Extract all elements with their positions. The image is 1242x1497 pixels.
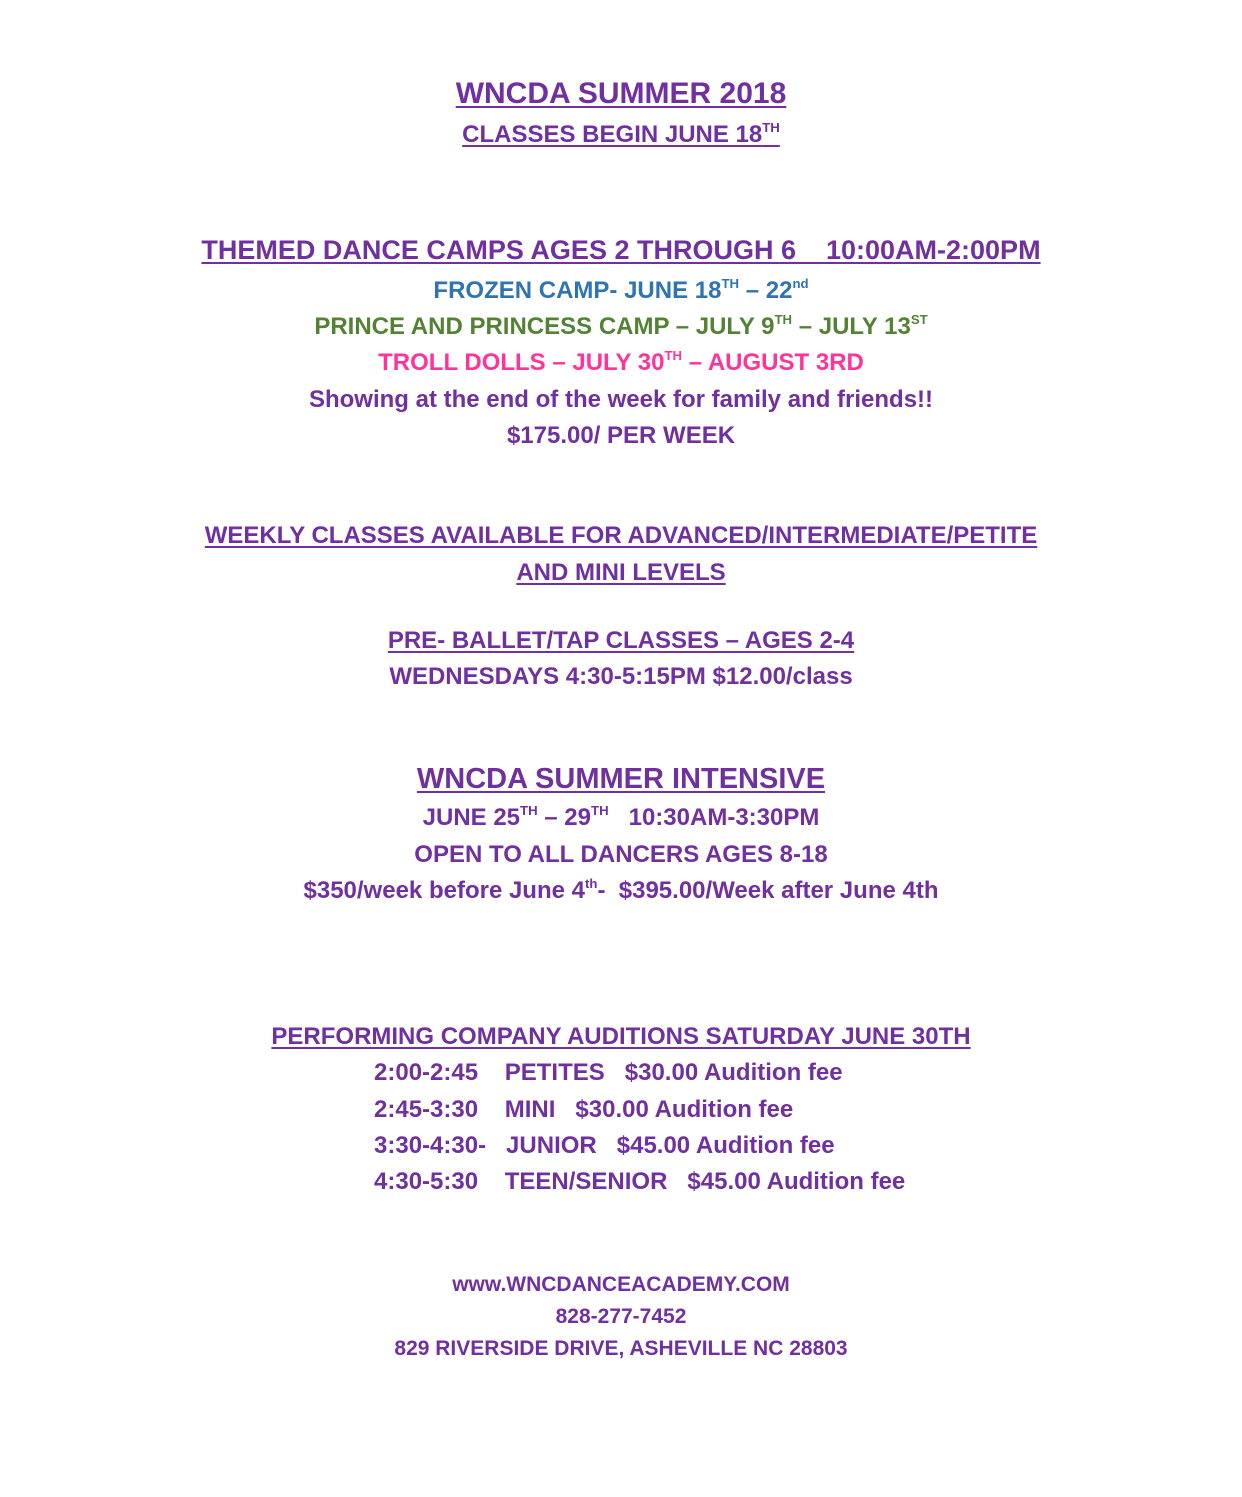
classes-begin-suffix: TH bbox=[762, 120, 780, 136]
intensive-heading: WNCDA SUMMER INTENSIVE bbox=[416, 763, 826, 795]
frozen-start-suffix: TH bbox=[721, 276, 740, 292]
preballet-heading: PRE- BALLET/TAP CLASSES – AGES 2-4 bbox=[387, 627, 855, 654]
audition-row: 2:00-2:45 PETITES $30.00 Audition fee bbox=[374, 1059, 843, 1086]
prince-end-text: – JULY 13 bbox=[792, 313, 911, 340]
intensive-price-suffix: th bbox=[584, 876, 598, 892]
intensive-end-suffix: TH bbox=[591, 803, 609, 819]
prince-camp-text: PRINCE AND PRINCESS CAMP – JULY 9 bbox=[314, 313, 775, 340]
weekly-classes-line1: WEEKLY CLASSES AVAILABLE FOR ADVANCED/INTERMEDIATE/PETITE bbox=[204, 522, 1038, 549]
intensive-start-text: JUNE 25 bbox=[422, 804, 521, 831]
website-link[interactable]: www.WNCDANCEACADEMY.COM bbox=[452, 1273, 790, 1296]
preballet-schedule: WEDNESDAYS 4:30-5:15PM $12.00/class bbox=[389, 663, 853, 690]
intensive-price-after: - $395.00/Week after June 4th bbox=[597, 877, 939, 904]
camp-price: $175.00/ PER WEEK bbox=[506, 422, 736, 449]
frozen-camp-line bbox=[0, 277, 1242, 306]
troll-camp-line bbox=[0, 349, 1242, 378]
address: 829 RIVERSIDE DRIVE, ASHEVILLE NC 28803 bbox=[394, 1337, 848, 1360]
audition-row: 3:30-4:30- JUNIOR $45.00 Audition fee bbox=[374, 1132, 835, 1159]
intensive-dates-line bbox=[0, 804, 1242, 833]
frozen-end-suffix: nd bbox=[792, 276, 809, 292]
showing-note: Showing at the end of the week for family and friends!! bbox=[308, 386, 934, 413]
audition-row: 4:30-5:30 TEEN/SENIOR $45.00 Audition fee bbox=[374, 1168, 906, 1195]
phone-number: 828-277-7452 bbox=[555, 1305, 687, 1328]
troll-end-text: – AUGUST 3RD bbox=[682, 349, 864, 376]
prince-camp-line bbox=[0, 313, 1242, 342]
audition-row: 2:45-3:30 MINI $30.00 Audition fee bbox=[374, 1096, 794, 1123]
intensive-price-line bbox=[0, 877, 1242, 906]
auditions-heading: PERFORMING COMPANY AUDITIONS SATURDAY JUNE 30TH bbox=[271, 1023, 971, 1050]
intensive-end-text: – 29 bbox=[537, 804, 592, 831]
intensive-price-before: $350/week before June 4 bbox=[303, 877, 585, 904]
page-title: WNCDA SUMMER 2018 bbox=[455, 77, 787, 110]
prince-start-suffix: TH bbox=[774, 312, 793, 328]
camps-heading: THEMED DANCE CAMPS AGES 2 THROUGH 6 10:00AM-2:00PM bbox=[201, 235, 1041, 265]
intensive-open-line: OPEN TO ALL DANCERS AGES 8-18 bbox=[414, 841, 828, 868]
classes-begin-text: CLASSES BEGIN JUNE 18 bbox=[462, 121, 763, 148]
frozen-camp-text: FROZEN CAMP- JUNE 18 bbox=[433, 277, 722, 304]
weekly-classes-line2: AND MINI LEVELS bbox=[516, 559, 726, 586]
intensive-start-suffix: TH bbox=[520, 803, 538, 819]
intensive-time-text: 10:30AM-3:30PM bbox=[608, 804, 820, 831]
troll-start-suffix: TH bbox=[664, 348, 683, 364]
frozen-end-text: – 22 bbox=[739, 277, 793, 304]
troll-camp-text: TROLL DOLLS – JULY 30 bbox=[378, 349, 665, 376]
prince-end-suffix: ST bbox=[910, 312, 928, 328]
classes-begin-line bbox=[0, 121, 1242, 150]
